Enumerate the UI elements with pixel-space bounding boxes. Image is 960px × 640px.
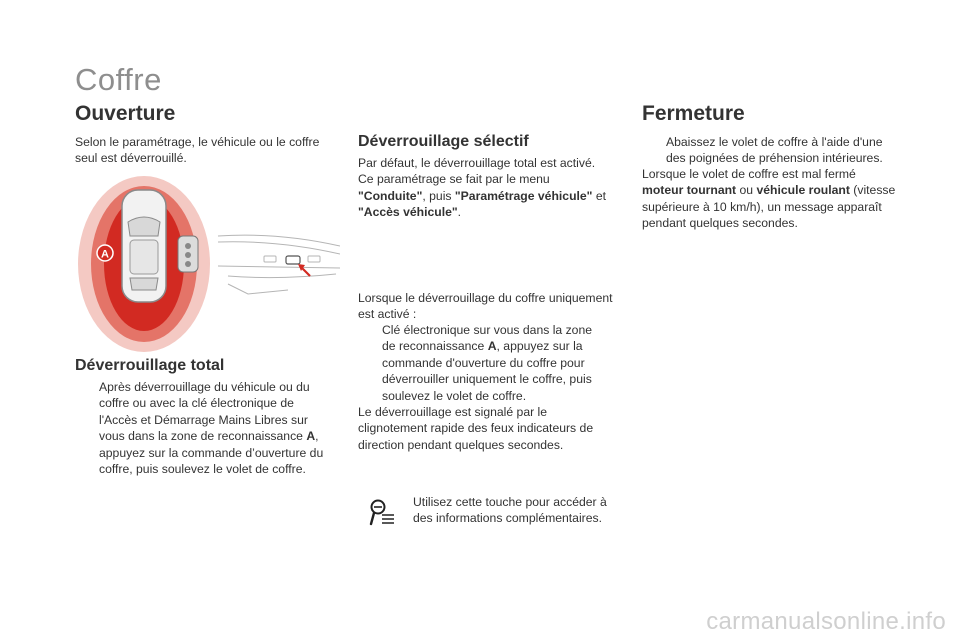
fermeture-heading: Fermeture [642, 102, 745, 125]
intro-line: Selon le paramétrage, le véhicule ou le coffre [75, 135, 320, 149]
text-line: Clé électronique sur vous dans la zone [382, 323, 593, 337]
text-line: Le déverrouillage est signalé par le [358, 405, 548, 419]
text-line: Abaissez le volet de coffre à l'aide d'une [666, 135, 883, 149]
text-line: supérieure à 10 km/h), un message apparaît [642, 199, 882, 214]
text-line: Ce paramétrage se fait par le menu [358, 172, 550, 187]
selectif-heading: Déverrouillage sélectif [358, 133, 529, 150]
intro-line: seul est déverrouillé. [75, 151, 187, 166]
text-line: l'Accès et Démarrage Mains Libres sur [99, 412, 308, 427]
text-line: vous dans la zone de reconnaissance A, [99, 429, 319, 444]
selectif-paragraph3 [358, 404, 628, 453]
text-line: des informations complémentaires. [413, 511, 602, 526]
total-heading: Déverrouillage total [75, 357, 225, 374]
text-line: moteur tournant ou véhicule roulant (vitesse [642, 183, 896, 198]
text-line: est activé : [358, 307, 417, 322]
car-icon [122, 190, 166, 302]
text-line: Après déverrouillage du véhicule ou du [99, 380, 310, 394]
watermark: carmanualsonline.info [706, 608, 946, 635]
info-reference-icon [368, 498, 396, 528]
text-line: soulevez le volet de coffre. [382, 388, 527, 403]
text-line: Lorsque le volet de coffre est mal fermé [642, 167, 856, 181]
selectif-paragraph2 [358, 290, 628, 323]
label-a: A [101, 248, 109, 261]
text-line: clignotement rapide des feux indicateurs de [358, 421, 594, 436]
info-note [413, 494, 633, 527]
car-detection-zone-illustration [78, 176, 340, 352]
text-line: "Accès véhicule". [358, 205, 462, 220]
selectif-paragraph1 [358, 155, 628, 221]
text-line: déverrouiller uniquement le coffre, puis [382, 372, 592, 387]
tailgate-sketch [218, 235, 340, 294]
text-line: des poignées de préhension intérieures. [666, 151, 883, 166]
text-line: coffre ou avec la clé électronique de [99, 396, 294, 411]
text-line: Lorsque le déverrouillage du coffre uniquement [358, 291, 613, 305]
text-line: pendant quelques secondes. [642, 216, 798, 231]
text-line: Utilisez cette touche pour accéder à [413, 495, 607, 509]
ouverture-intro [75, 134, 335, 167]
fermeture-paragraph [642, 166, 922, 232]
selectif-bullet [359, 322, 632, 404]
text-line: "Conduite", puis "Paramétrage véhicule" et [358, 188, 607, 203]
fermeture-bullet [643, 134, 936, 167]
ouverture-heading: Ouverture [75, 102, 176, 125]
text-line: commande d'ouverture du coffre pour [382, 355, 585, 370]
page-title: Coffre [75, 62, 162, 97]
key-fob-icon [178, 236, 198, 272]
text-line: appuyez sur la commande d’ouverture du [99, 445, 324, 460]
text-line: coffre, puis soulevez le volet de coffre. [99, 462, 306, 477]
trunk-button [286, 256, 300, 264]
text-line: direction pendant quelques secondes. [358, 437, 564, 452]
text-line: de reconnaissance A, appuyez sur la [382, 339, 583, 354]
total-bullet [76, 379, 361, 477]
text-line: Par défaut, le déverrouillage total est activé. [358, 156, 596, 170]
